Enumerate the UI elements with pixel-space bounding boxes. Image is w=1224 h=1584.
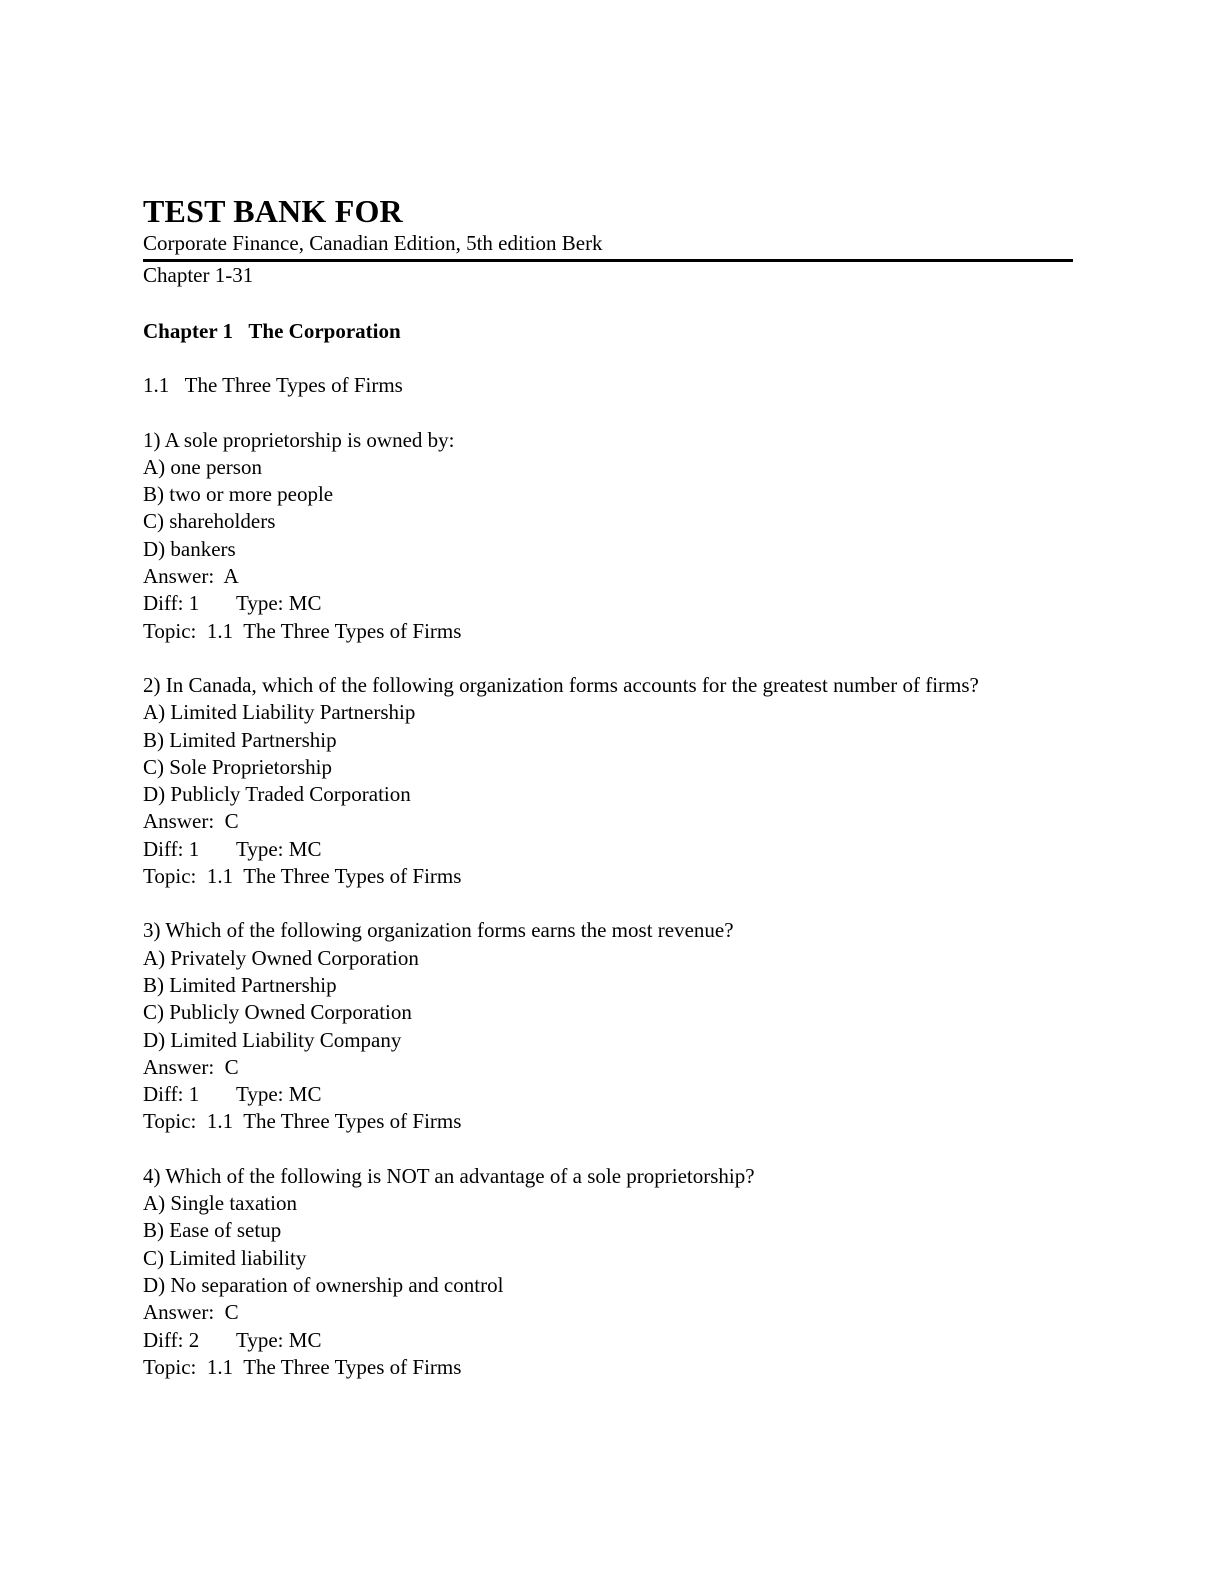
topic: Topic: 1.1 The Three Types of Firms [143, 864, 462, 889]
diff-type [143, 590, 1043, 617]
document-title: TEST BANK FOR [143, 193, 403, 229]
difficulty: Diff: 1 [143, 591, 200, 616]
answer: Answer: A [143, 564, 239, 589]
diff-type [143, 836, 1043, 863]
option-c: C) Limited liability [143, 1245, 307, 1270]
topic: Topic: 1.1 The Three Types of Firms [143, 618, 462, 643]
option-d: D) bankers [143, 536, 236, 561]
document-subtitle: Corporate Finance, Canadian Edition, 5th edition Berk [143, 231, 603, 255]
diff-type [143, 1327, 1043, 1354]
topic: Topic: 1.1 The Three Types of Firms [143, 1109, 462, 1134]
question-2 [143, 672, 1043, 890]
option-a: A) Limited Liability Partnership [143, 700, 416, 725]
difficulty: Diff: 1 [143, 1082, 200, 1107]
question-1 [143, 427, 1043, 645]
question-3 [143, 917, 1043, 1135]
question-stem: 2) In Canada, which of the following organization forms accounts for the greatest number of firms? [143, 672, 979, 697]
section-heading: 1.1 The Three Types of Firms [143, 373, 403, 398]
answer: Answer: C [143, 1300, 239, 1325]
question-type: Type: MC [236, 1327, 322, 1352]
option-b: B) Limited Partnership [143, 727, 337, 752]
chapter-range: Chapter 1-31 [143, 263, 254, 287]
question-stem: 3) Which of the following organization forms earns the most revenue? [143, 918, 734, 943]
option-d: D) Limited Liability Company [143, 1027, 402, 1052]
question-stem: 4) Which of the following is NOT an advantage of a sole proprietorship? [143, 1163, 755, 1188]
document-header [143, 192, 1073, 288]
option-a: A) Privately Owned Corporation [143, 945, 419, 970]
diff-type [143, 1081, 1043, 1108]
question-type: Type: MC [236, 1082, 322, 1107]
chapter-heading: Chapter 1 The Corporation [143, 319, 401, 343]
answer: Answer: C [143, 1054, 239, 1079]
document-body [143, 318, 1043, 1381]
difficulty: Diff: 1 [143, 836, 200, 861]
option-c: C) Sole Proprietorship [143, 754, 332, 779]
option-d: D) No separation of ownership and control [143, 1272, 504, 1297]
option-d: D) Publicly Traded Corporation [143, 782, 411, 807]
question-type: Type: MC [236, 836, 322, 861]
question-stem: 1) A sole proprietorship is owned by: [143, 427, 455, 452]
question-type: Type: MC [236, 591, 322, 616]
option-b: B) two or more people [143, 482, 334, 507]
option-a: A) Single taxation [143, 1191, 297, 1216]
option-c: C) Publicly Owned Corporation [143, 1000, 412, 1025]
option-c: C) shareholders [143, 509, 276, 534]
option-b: B) Limited Partnership [143, 972, 337, 997]
answer: Answer: C [143, 809, 239, 834]
option-a: A) one person [143, 454, 262, 479]
topic: Topic: 1.1 The Three Types of Firms [143, 1354, 462, 1379]
question-4 [143, 1163, 1043, 1381]
difficulty: Diff: 2 [143, 1327, 200, 1352]
option-b: B) Ease of setup [143, 1218, 282, 1243]
